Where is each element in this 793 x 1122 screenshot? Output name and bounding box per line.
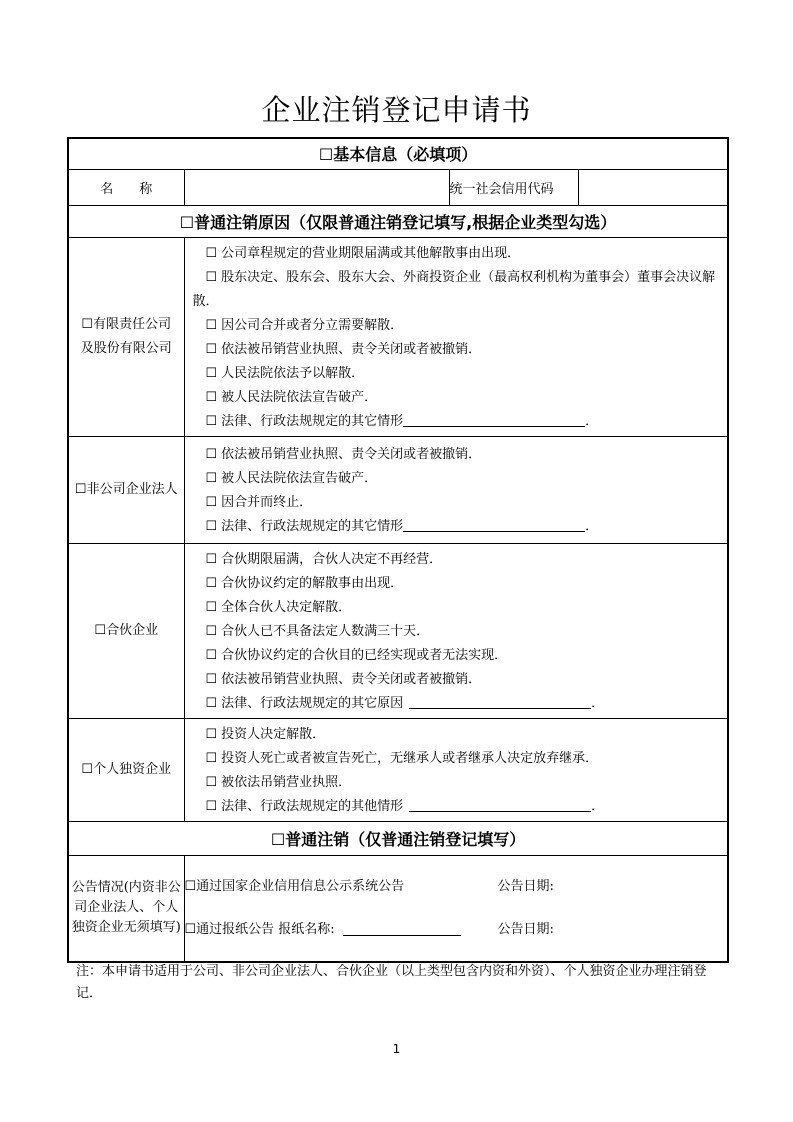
partnership-reasons-cell: [184, 543, 728, 718]
checkbox-icon[interactable]: ☐: [205, 726, 218, 742]
reason-checkbox-item[interactable]: [193, 266, 728, 314]
non-company-reasons-cell: [184, 436, 728, 543]
name-label: 名 称: [68, 169, 184, 205]
checkbox-icon[interactable]: ☐: [205, 518, 218, 534]
reason-text: 被人民法院依法宣告破产．: [221, 389, 378, 405]
blank-end-mark: ．: [591, 695, 605, 711]
non-company-reasons-list: [185, 439, 728, 541]
reason-checkbox-item[interactable]: [193, 548, 728, 572]
checkbox-icon[interactable]: ☐: [205, 774, 218, 790]
reason-text: 法律、行政法规规定的其它情形: [221, 413, 404, 429]
page-number: 1: [392, 1042, 401, 1056]
reason-checkbox-item[interactable]: [193, 572, 728, 596]
partnership-reasons-list: [185, 544, 728, 718]
announcement-options-cell: [184, 855, 728, 962]
reason-text: 合伙人已不具备法定人数满三十天．: [221, 623, 430, 639]
category-sole-proprietorship[interactable]: [68, 718, 184, 821]
announcement-date-label: 公告日期:: [497, 879, 554, 895]
checkbox-icon[interactable]: ☐: [205, 671, 218, 687]
document-title: 企业注销登记申请书: [261, 93, 532, 127]
reason-text: 股东决定、股东会、股东大会、外商投资企业（最高权利机构为董事会）董事会决议解散．: [192, 269, 716, 309]
checkbox-icon[interactable]: ☐: [205, 494, 218, 510]
reason-checkbox-item[interactable]: [193, 362, 728, 386]
announcement-date-label: 公告日期:: [497, 922, 554, 938]
checkbox-icon[interactable]: ☐: [205, 245, 218, 261]
reason-text: 被依法吊销营业执照．: [221, 774, 352, 790]
reason-text: 公司章程规定的营业期限届满或其他解散事由出现．: [221, 245, 521, 261]
reason-checkbox-item[interactable]: [193, 692, 728, 716]
footnote: 注：本申请书适用于公司、非公司企业法人、合伙企业（以上类型包含内资和外资）、个人独资企业办理注销登记．: [76, 964, 707, 1001]
category-company[interactable]: [68, 237, 184, 436]
sole-proprietorship-reasons-list: [185, 719, 728, 821]
category-sole-proprietorship-line-1: ☐个人独资企业: [81, 761, 172, 777]
checkbox-icon[interactable]: ☐: [205, 623, 218, 639]
reason-checkbox-item[interactable]: [193, 771, 728, 795]
other-reason-blank[interactable]: [409, 694, 591, 709]
checkbox-icon[interactable]: ☐: [205, 575, 218, 591]
reason-checkbox-item[interactable]: [193, 747, 728, 771]
reason-checkbox-item[interactable]: [193, 795, 728, 819]
newspaper-name-field[interactable]: [343, 920, 461, 936]
reason-text: 法律、行政法规规定的其它情形: [221, 518, 404, 534]
reason-text: 法律、行政法规规定的其他情形: [221, 798, 404, 814]
reason-checkbox-item[interactable]: [193, 314, 728, 338]
category-company-line-2: 及股份有限公司: [80, 340, 172, 356]
general-cancel-header: ☐普通注销（仅普通注销登记填写）: [68, 821, 728, 855]
reason-text: 依法被吊销营业执照、责令关闭或者被撤销．: [221, 671, 482, 687]
reason-checkbox-item[interactable]: [193, 386, 728, 410]
checkbox-icon[interactable]: ☐: [205, 599, 218, 615]
reason-checkbox-item[interactable]: [193, 515, 728, 539]
category-partnership-line-1: ☐合伙企业: [94, 622, 159, 638]
checkbox-icon[interactable]: ☐: [205, 551, 218, 567]
company-reasons-list: [185, 238, 728, 436]
reason-text: 因合并而终止．: [221, 494, 313, 510]
checkbox-icon[interactable]: ☐: [205, 317, 218, 333]
checkbox-icon[interactable]: ☐: [205, 470, 218, 486]
blank-end-mark: ．: [585, 413, 599, 429]
reason-checkbox-item[interactable]: [193, 242, 728, 266]
checkbox-icon[interactable]: ☐: [205, 446, 218, 462]
reason-text: 依法被吊销营业执照、责令关闭或者被撤销．: [221, 446, 482, 462]
checkbox-icon[interactable]: ☐: [205, 695, 218, 711]
reason-text: 全体合伙人决定解散．: [221, 599, 352, 615]
other-reason-blank[interactable]: [403, 517, 585, 532]
checkbox-icon[interactable]: ☐: [205, 798, 218, 814]
reason-text: 合伙期限届满，合伙人决定不再经营．: [221, 551, 443, 567]
credit-code-field[interactable]: [578, 169, 728, 205]
reason-checkbox-item[interactable]: [193, 443, 728, 467]
reason-text: 投资人决定解散．: [221, 726, 326, 742]
name-field[interactable]: [184, 169, 449, 205]
basic-info-header: ☐基本信息（必填项）: [68, 138, 728, 169]
reason-text: 合伙协议约定的解散事由出现．: [221, 575, 404, 591]
announcement-option-newspaper[interactable]: [185, 908, 728, 951]
reason-checkbox-item[interactable]: [193, 338, 728, 362]
reason-text: 因公司合并或者分立需要解散．: [221, 317, 404, 333]
reason-text: 被人民法院依法宣告破产．: [221, 470, 378, 486]
reason-checkbox-item[interactable]: [193, 723, 728, 747]
reason-text: 合伙协议约定的合伙目的已经实现或者无法实现．: [221, 647, 508, 663]
reason-text: 投资人死亡或者被宣告死亡，无继承人或者继承人决定放弃继承．: [221, 750, 599, 766]
reason-checkbox-item[interactable]: [193, 491, 728, 515]
category-non-company-line-1: ☐非公司企业法人: [74, 481, 178, 497]
other-reason-blank[interactable]: [403, 412, 585, 427]
general-reasons-header: ☐普通注销原因（仅限普通注销登记填写,根据企业类型勾选）: [68, 205, 728, 237]
system-announcement-checkbox[interactable]: ☐通过国家企业信用信息公示系统公告: [184, 879, 405, 895]
reason-checkbox-item[interactable]: [193, 467, 728, 491]
reason-text: 法律、行政法规规定的其它原因: [221, 695, 404, 711]
checkbox-icon[interactable]: ☐: [205, 365, 218, 381]
checkbox-icon[interactable]: ☐: [205, 341, 218, 357]
other-reason-blank[interactable]: [409, 797, 591, 812]
reason-text: 依法被吊销营业执照、责令关闭或者被撤销．: [221, 341, 482, 357]
reason-checkbox-item[interactable]: [193, 620, 728, 644]
application-form: [67, 137, 729, 963]
reason-checkbox-item[interactable]: [193, 596, 728, 620]
blank-end-mark: ．: [591, 798, 605, 814]
sole-proprietorship-reasons-cell: [184, 718, 728, 821]
checkbox-icon[interactable]: ☐: [205, 269, 218, 285]
checkbox-icon[interactable]: ☐: [205, 647, 218, 663]
reason-checkbox-item[interactable]: [193, 668, 728, 692]
category-partnership[interactable]: [68, 543, 184, 718]
announcement-option-system[interactable]: [185, 865, 728, 908]
reason-text: 人民法院依法予以解散．: [221, 365, 365, 381]
company-reasons-cell: [184, 237, 728, 436]
checkbox-icon[interactable]: ☐: [205, 413, 218, 429]
checkbox-icon[interactable]: ☐: [205, 750, 218, 766]
category-non-company[interactable]: [68, 436, 184, 543]
blank-end-mark: ．: [585, 518, 599, 534]
reason-checkbox-item[interactable]: [193, 410, 728, 434]
category-company-line-1: ☐有限责任公司: [81, 316, 172, 332]
checkbox-icon[interactable]: ☐: [205, 389, 218, 405]
announcement-label: 公告情况(内资非公司企业法人、个人独资企业无须填写): [68, 855, 184, 962]
credit-code-label: 统一社会信用代码: [449, 169, 578, 205]
reason-checkbox-item[interactable]: [193, 644, 728, 668]
newspaper-announcement-checkbox[interactable]: ☐通过报纸公告 报纸名称:: [184, 922, 335, 938]
